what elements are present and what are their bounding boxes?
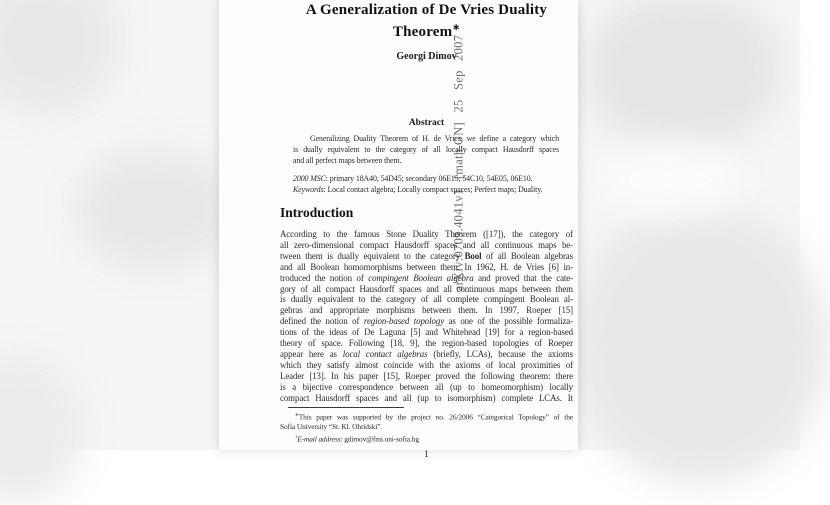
introduction-paragraph: According to the famous Stone Duality Theorem ([17]), the category of all zero-dimensional compact Hausdorff spaces and all continuous maps be- tween them is dually equivalent to the category Bool of all Boolean algebras and all Boolean homomorphisms between them. In 1962, H. de Vries [6] in- troduced the notion of compingent Boolean algebra and proved that the cate- gory of all compact Hausdorff spaces and all continuous maps between them is dually equivalent to the category of all complete compingent Boolean al- gebras and appropriate morphisms between them. In 1997, Roeper [15] defined the notion of region-based topology as one of the possible formaliza- tions of the ideas of De Laguna [5] and Whitehead [19] for a region-based theory of space. Following [18, 9], the region-based topologies of Roeper appear here as local contact algebras (briefly, LCAs), because the axioms which they satisfy almost coincide with the axioms of local proximities of Leader [13]. In his paper [15], Roeper proved the following theorem: there is a bijective correspondence between all (up to homeomorphism) locally compact Hausdorff spaces and all (up to isomorphism) complete LCAs. It: [280, 229, 573, 403]
paper-title-line2: Theorem∗: [392, 22, 461, 40]
footnote-rule: [288, 407, 404, 408]
paper-title: [280, 0, 573, 41]
msc-keywords-block: 2000 MSC: primary 18A40, 54D45; secondary 06E15, 54C10, 54E05, 06E10. Keywords: Local contact algebra; Locally compact spaces; Perfect maps; Duality.: [293, 174, 543, 194]
paper-title-line1: A Generalization of De Vries Duality: [305, 2, 548, 18]
arxiv-stamp: arXiv:0709.4041v1 [math.GN] 25 Sep 2007: [451, 34, 466, 292]
paper-content: [280, 0, 573, 459]
background-blur-blob: [595, 145, 745, 215]
background-blur-blob: [0, 355, 85, 505]
author-name: Georgi Dimov: [396, 51, 457, 62]
paper-page: [219, 0, 578, 460]
abstract-text: Generalizing Duality Theorem of H. de Vries, we define a category which is dually equivalent to the category of all locally compact Hausdorff spaces and all perfect maps between them.: [293, 134, 559, 165]
page-number: 1: [424, 449, 429, 460]
background-blur-blob: [570, 205, 830, 485]
footnote-email: $^1$E-mail address: gdimov@fmi.uni-sofia.bg: [295, 433, 419, 444]
footnotes: [280, 410, 573, 445]
abstract-heading: Abstract: [408, 118, 445, 128]
background-blur-blob: [583, 0, 783, 150]
background-blur-blob: [0, 0, 120, 115]
title-footnote-marker: ∗: [452, 22, 461, 32]
section-heading-introduction: Introduction: [280, 205, 354, 220]
background-blur-blob: [75, 150, 235, 270]
footnote-support: ∗This paper was supported by the project no. 26/2006 “Categorical Topology” of the Sofia University “St. Kl. Ohridski”.: [280, 411, 573, 431]
